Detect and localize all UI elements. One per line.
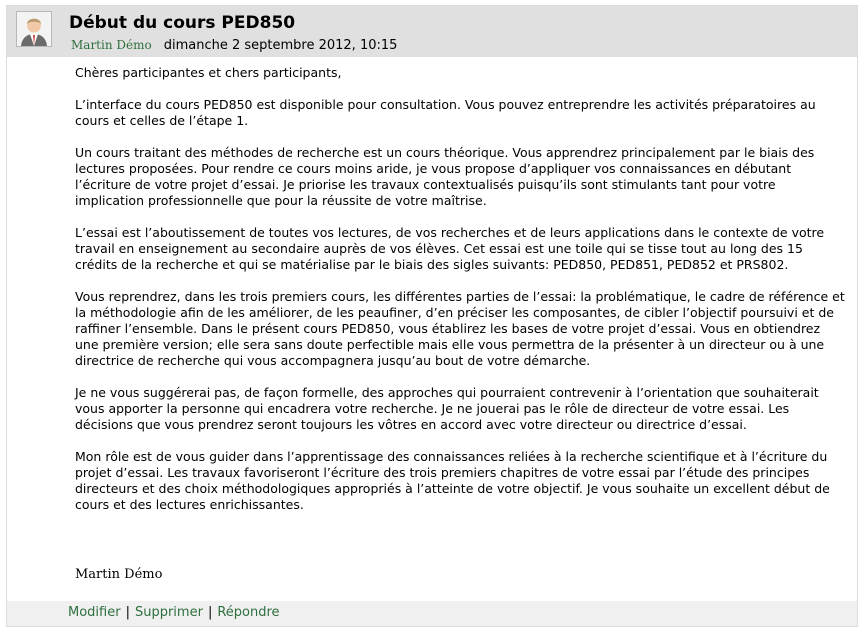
forum-post — [6, 5, 858, 627]
command-separator: | — [207, 605, 213, 620]
post-paragraph: L’essai est l’aboutissement de toutes vos lectures, de vos recherches et de leurs applications dans le contexte de votre travail en enseignement au secondaire auprès de vos élèves. Cet essai est une toile qui se tisse tout au long des 15 crédits de la recherche et qui se matérialise par le biais des sigles suivants: PED850, PED851, PED852 et PRS802. — [75, 225, 825, 272]
avatar-picture — [17, 12, 51, 46]
post-paragraph: Un cours traitant des méthodes de recherche est un cours théorique. Vous apprendrez principalement par le biais des lectures proposées. Pour rendre ce cours moins aride, je vous propose d’appliquer vos connaissances en débutant l’écriture de votre projet d’essai. Je priorise les travaux contextualisés puisqu’ils sont stimulants tant pour votre implication professionnelle que pour la réussite de votre maîtrise. — [75, 145, 815, 208]
edit-link[interactable]: Modifier — [68, 605, 121, 620]
author-link[interactable]: Martin Démo — [71, 38, 152, 52]
post-paragraph: Chères participantes et chers participants, — [75, 65, 342, 80]
user-avatar-icon[interactable] — [16, 11, 52, 47]
post-paragraph: L’interface du cours PED850 est disponible pour consultation. Vous pouvez entreprendre les activités préparatoires au cours et celles de l’étape 1. — [75, 97, 816, 128]
post-paragraph: Mon rôle est de vous guider dans l’apprentissage des connaissances reliées à la recherche scientifique et à l’écriture du projet d’essai. Les travaux favoriseront l’écriture des trois premiers chapitres de votre essai par l’étude des principes directeurs et des choix méthodologiques appropriés à l’atteinte de votre objectif. Je vous souhaite un excellent début de cours et des lectures enrichissantes. — [75, 449, 830, 512]
post-message — [75, 65, 847, 529]
commands-bar — [68, 604, 280, 622]
post-commands — [7, 601, 857, 626]
command-separator: | — [125, 605, 130, 620]
post-date: dimanche 2 septembre 2012, 10:15 — [163, 38, 398, 53]
delete-link[interactable]: Supprimer — [134, 605, 203, 620]
reply-link[interactable]: Répondre — [217, 605, 280, 620]
post-signature: Martin Démo — [75, 567, 163, 582]
post-byline — [71, 36, 397, 54]
post-header — [7, 6, 857, 57]
post-subject: Début du cours PED850 — [69, 13, 296, 33]
post-paragraph: Vous reprendrez, dans les trois premiers cours, les différentes parties de l’essai: la problématique, le cadre de référence et la méthodologie afin de les améliorer, de les peaufiner, d’en préciser les composantes, de cibler l’objectif poursuivi et de raffiner l’ensemble. Dans le présent cours PED850, vous établirez les bases de votre projet d’essai. Vous en obtiendrez une première version; elle sera sans doute perfectible mais elle vous permettra de la présenter à un directeur ou à une directrice de recherche qui vous accompagnera jusqu’au bout de votre démarche. — [75, 289, 845, 368]
post-paragraph: Je ne vous suggérerai pas, de façon formelle, des approches qui pourraient contrevenir à l’orientation que souhaiterait vous apporter la personne qui encadrera votre recherche. Je ne jouerai pas le rôle de directeur de votre essai. Les décisions que vous prendrez seront toujours les vôtres en accord avec votre directeur ou directrice d’essai. — [75, 385, 819, 432]
